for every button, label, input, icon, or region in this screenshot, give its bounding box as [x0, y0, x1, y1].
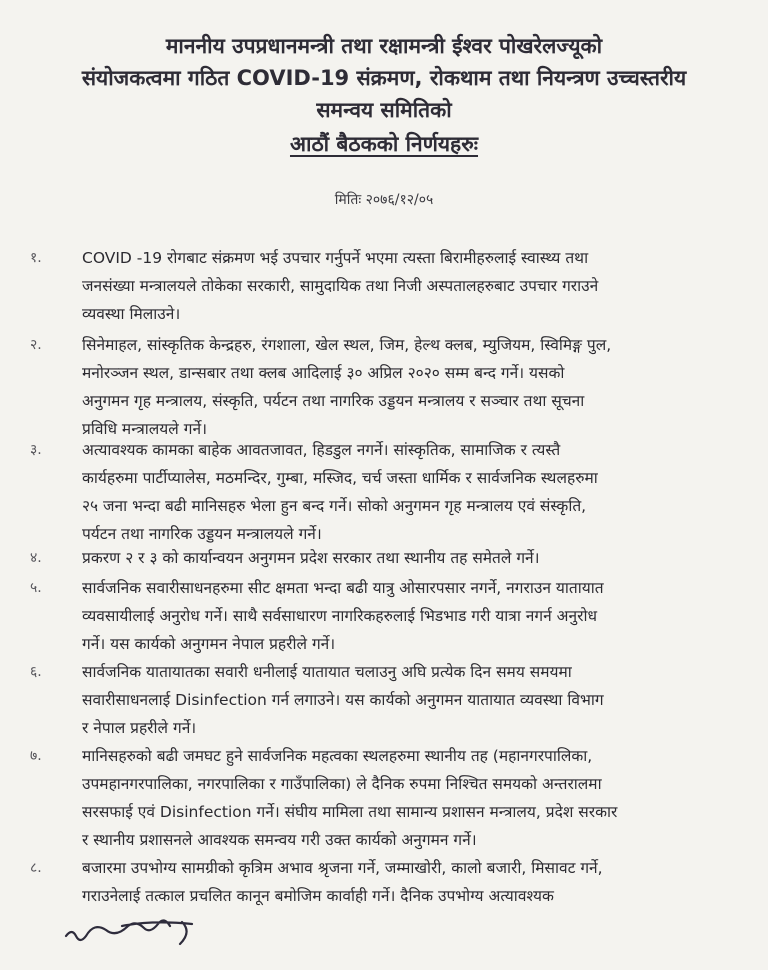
decision-number: २.	[30, 337, 42, 353]
decision-number: ५.	[30, 580, 42, 596]
decision-number: ८.	[30, 860, 42, 876]
decision-text-line: उपमहानगरपालिका, नगरपालिका र गाउँपालिका) ले दैनिक रुपमा निश्चित समयको अन्तरालमा	[82, 775, 602, 793]
decision-text-line: बजारमा उपभोग्य सामग्रीको कृत्रिम अभाव श्रृजना गर्ने, जम्माखोरी, कालो बजारी, मिसावट गर्ने,	[82, 859, 603, 877]
decision-text-line: र स्थानीय प्रशासनले आवश्यक समन्वय गरी उक्त कार्यको अनुगमन गर्ने।	[82, 831, 477, 849]
decision-text-line: र नेपाल प्रहरीले गर्ने।	[82, 719, 197, 737]
heading-decisions-title: आठौं बैठकको निर्णयहरुः	[289, 132, 479, 156]
decision-number: ४.	[30, 550, 42, 566]
decision-text-line: सवारीसाधनलाई Disinfection गर्न लगाउने। यस कार्यको अनुगमन यातायात व्यवस्था विभाग	[82, 691, 604, 709]
decision-text-line: व्यवस्था मिलाउने।	[82, 305, 181, 323]
decision-text-line: सार्वजनिक यातायातका सवारी धनीलाई यातायात चलाउनु अघि प्रत्येक दिन समय समयमा	[82, 663, 572, 681]
decision-text-line: सरसफाई एवं Disinfection गर्ने। संघीय मामिला तथा सामान्य प्रशासन मन्त्रालय, प्रदेश सरकार	[82, 803, 618, 821]
decision-text-line: कार्यहरुमा पार्टीप्यालेस, मठमन्दिर, गुम्बा, मस्जिद, चर्च जस्ता धार्मिक र सार्वजनिक स्थलहरुमा	[82, 469, 598, 487]
decision-number: ७.	[30, 748, 42, 764]
decision-text-line: सार्वजनिक सवारीसाधनहरुमा सीट क्षमता भन्दा बढी यात्रु ओसारपसार नगर्ने, नगराउन यातायात	[82, 579, 604, 597]
heading-line-3: समन्वय समितिको	[316, 98, 452, 122]
heading-line-1: माननीय उपप्रधानमन्त्री तथा रक्षामन्त्री ईश्वर पोखरेलज्यूको	[165, 34, 603, 58]
decision-number: १.	[30, 250, 42, 266]
decision-number: ३.	[30, 442, 42, 458]
decision-text-line: अनुगमन गृह मन्त्रालय, संस्कृति, पर्यटन तथा नागरिक उड्डयन मन्त्रालय र सञ्चार तथा सूचना	[82, 392, 585, 410]
meeting-date: मितिः २०७६/१२/०५	[334, 192, 434, 208]
signature-mark	[62, 916, 212, 950]
decision-text-line: जनसंख्या मन्त्रालयले तोकेका सरकारी, सामुदायिक तथा निजी अस्पतालहरुबाट उपचार गराउने	[82, 277, 599, 295]
decision-text-line: सिनेमाहल, सांस्कृतिक केन्द्रहरु, रंगशाला, खेल स्थल, जिम, हेल्थ क्लब, म्युजियम, स्विमिङ्ग पुल,	[82, 336, 612, 354]
decision-text-line: गर्ने। यस कार्यको अनुगमन नेपाल प्रहरीले गर्ने।	[82, 635, 336, 653]
decision-text-line: COVID -19 रोगबाट संक्रमण भई उपचार गर्नुपर्ने भएमा त्यस्ता बिरामीहरुलाई स्वास्थ्य तथा	[82, 249, 589, 267]
decision-text-line: प्रविधि मन्त्रालयले गर्ने।	[82, 420, 207, 438]
decision-number: ६.	[30, 664, 42, 680]
decision-text-line: गराउनेलाई तत्काल प्रचलित कानून बमोजिम कार्वाही गर्ने। दैनिक उपभोग्य अत्यावश्यक	[82, 887, 554, 905]
decision-text-line: मानिसहरुको बढी जमघट हुने सार्वजनिक महत्वका स्थलहरुमा स्थानीय तह (महानगरपालिका,	[82, 747, 593, 765]
heading-line-2: संयोजकत्वमा गठित COVID-19 संक्रमण, रोकथाम तथा नियन्त्रण उच्चस्तरीय	[81, 66, 687, 90]
decision-text-line: २५ जना भन्दा बढी मानिसहरु भेला हुन बन्द गर्ने। सोको अनुगमन गृह मन्त्रालय एवं संस्कृति,	[82, 497, 587, 515]
decision-text-line: मनोरञ्जन स्थल, डान्सबार तथा क्लब आदिलाई ३० अप्रिल २०२० सम्म बन्द गर्ने। यसको	[82, 364, 565, 382]
decision-text-line: पर्यटन तथा नागरिक उड्डयन मन्त्रालयले गर्ने।	[82, 525, 322, 543]
decision-text-line: व्यवसायीलाई अनुरोध गर्ने। साथै सर्वसाधारण नागरिकहरुलाई भिडभाड गरी यात्रा नगर्न अनुरोध	[82, 607, 597, 625]
decision-text-line: प्रकरण २ र ३ को कार्यान्वयन अनुगमन प्रदेश सरकार तथा स्थानीय तह समेतले गर्ने।	[82, 549, 540, 567]
decision-text-line: अत्यावश्यक कामका बाहेक आवतजावत, हिडडुल नगर्ने। सांस्कृतिक, सामाजिक र त्यस्तै	[82, 441, 561, 459]
